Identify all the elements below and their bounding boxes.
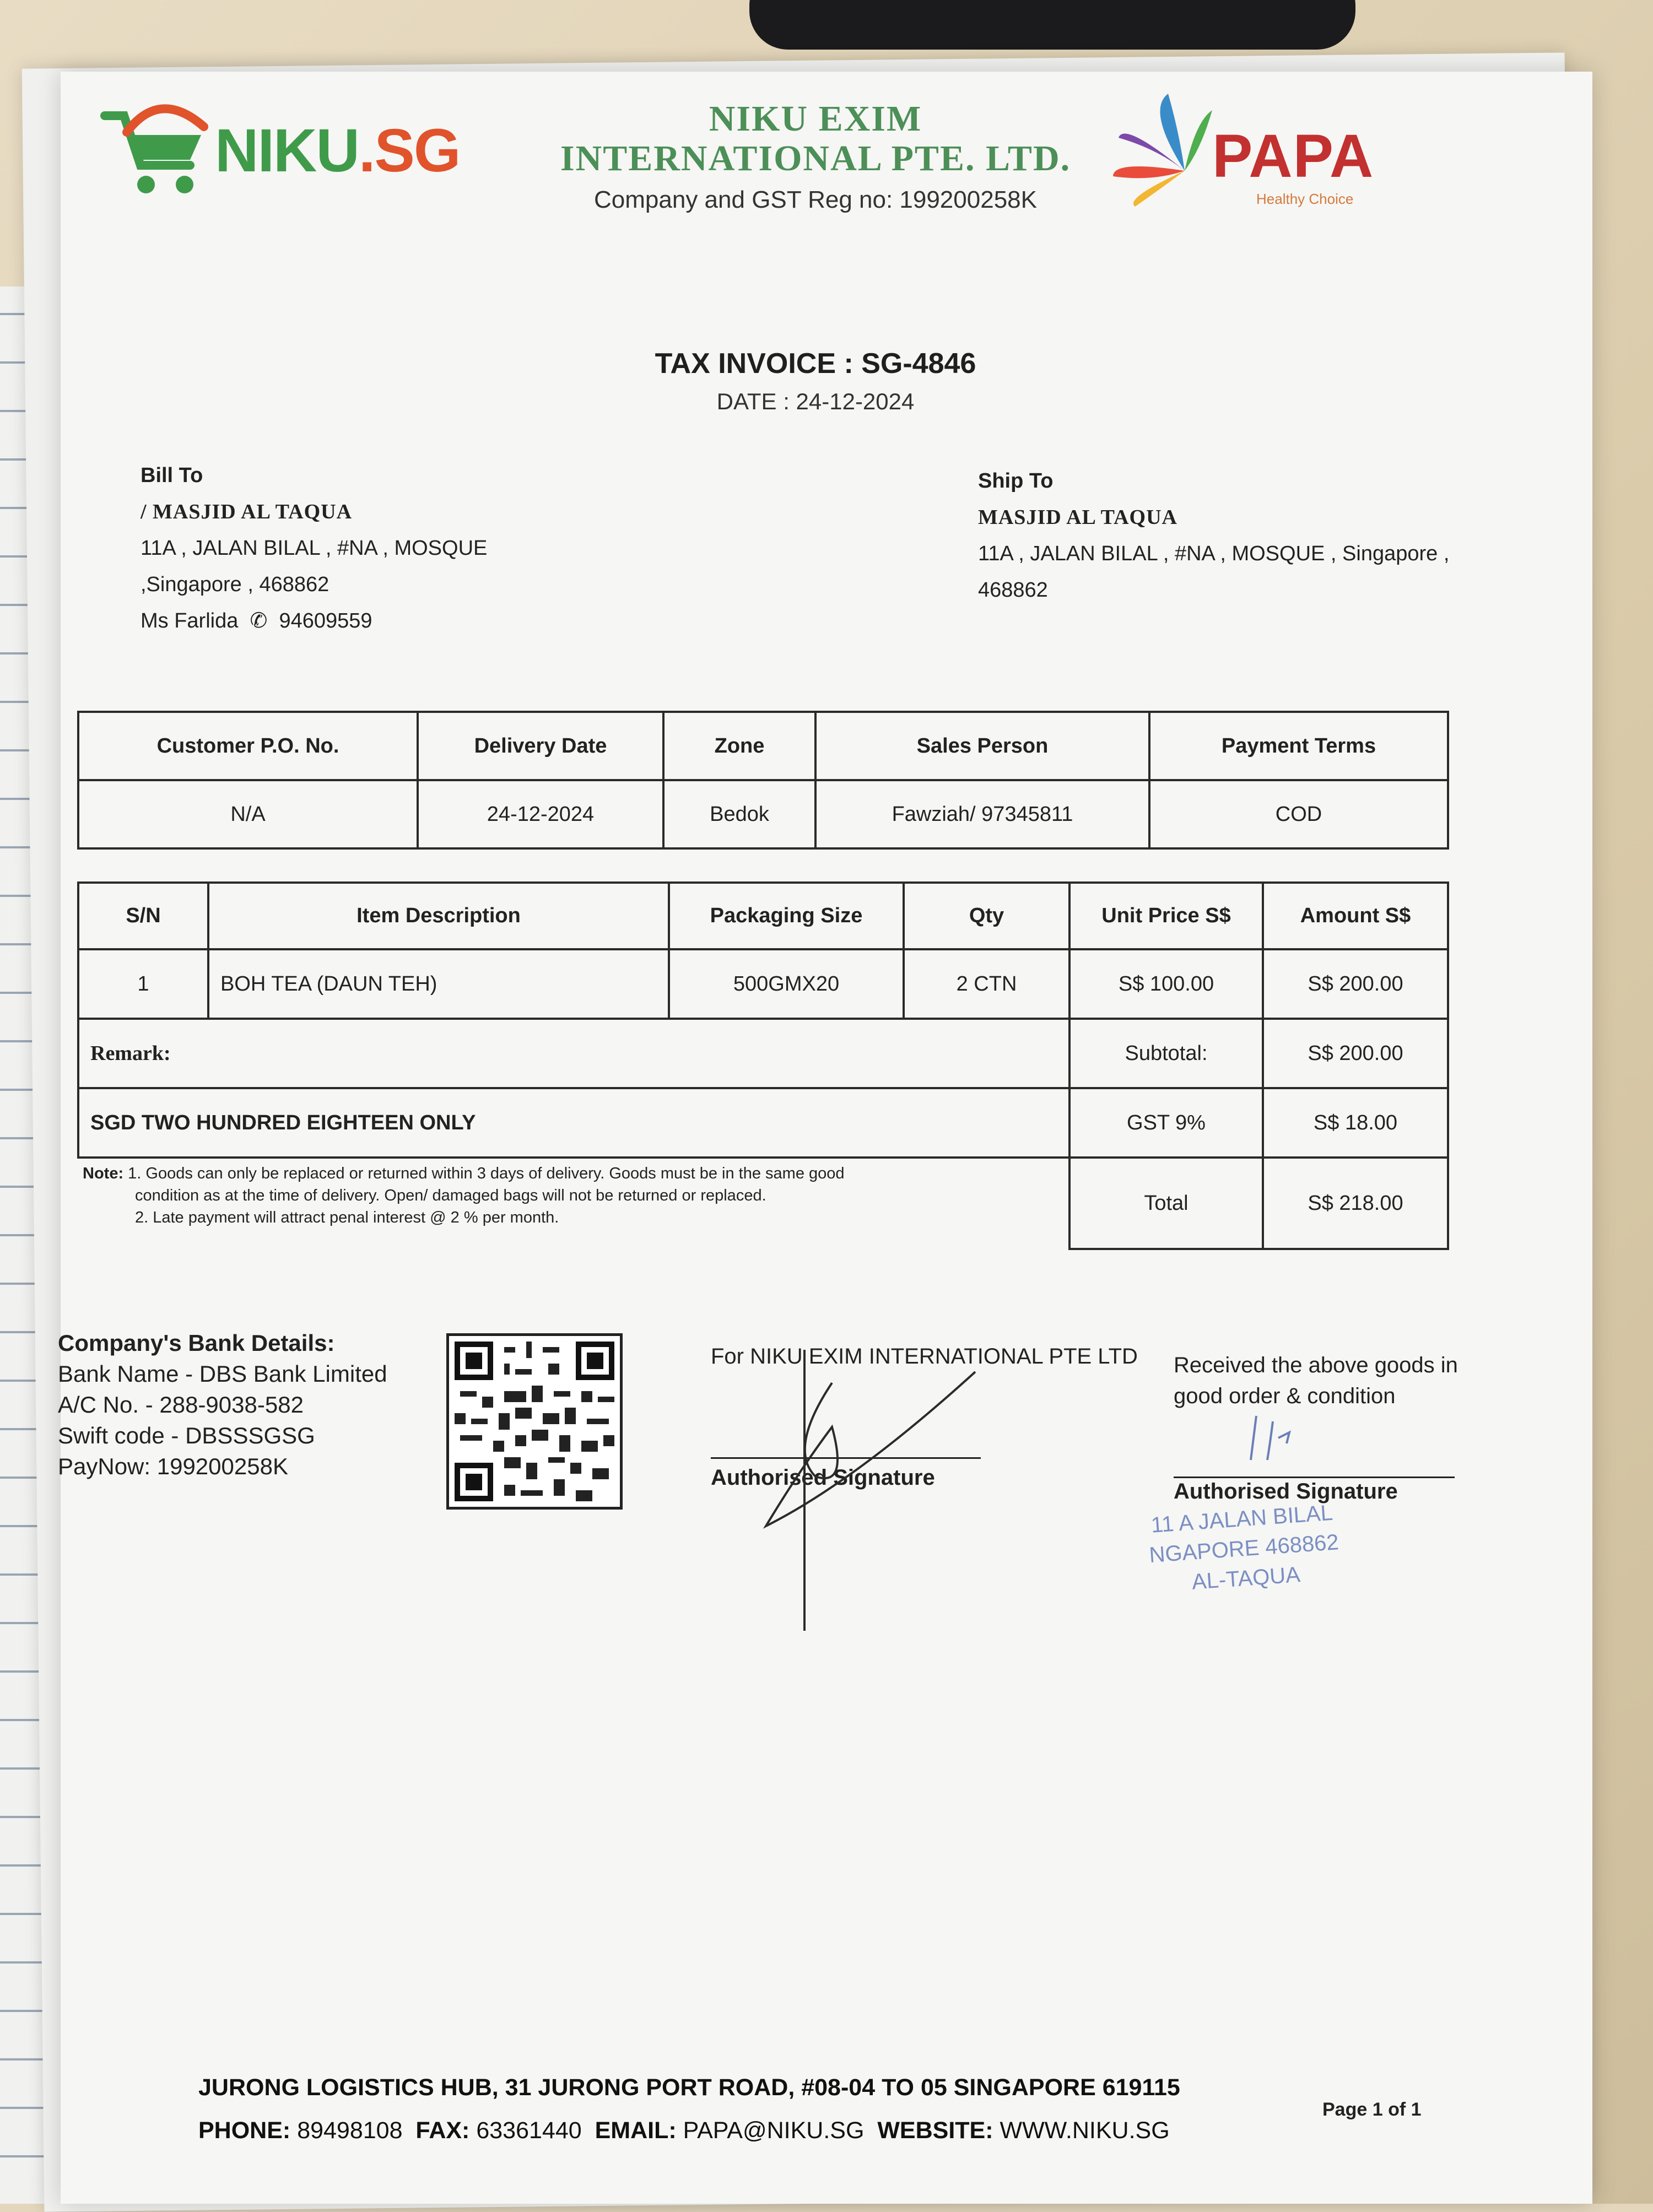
items-header-row bbox=[78, 883, 1448, 949]
company-signature-scribble bbox=[744, 1350, 1052, 1647]
footer-website: WWW.NIKU.SG bbox=[1000, 2117, 1170, 2144]
ship-to-block bbox=[978, 463, 1529, 608]
order-info-table bbox=[77, 711, 1449, 850]
total-label: Total bbox=[1069, 1158, 1263, 1249]
subtotal-value: S$ 200.00 bbox=[1263, 1019, 1448, 1088]
bill-to-block bbox=[141, 457, 636, 639]
papa-logo bbox=[1102, 88, 1444, 226]
bank-account: A/C No. - 288-9038-582 bbox=[58, 1392, 304, 1418]
company-name-line1: NIKU EXIM bbox=[709, 99, 922, 139]
footer-phone-label: PHONE: bbox=[198, 2117, 291, 2144]
qr-code-icon bbox=[449, 1336, 620, 1507]
logo-text-papa: PAPA bbox=[1212, 122, 1374, 190]
footer-phone: 89498108 bbox=[297, 2117, 403, 2144]
niku-logo bbox=[94, 94, 523, 215]
bank-heading: Company's Bank Details: bbox=[58, 1330, 335, 1356]
note-line-2: 2. Late payment will attract penal interest @ 2 % per month. bbox=[135, 1209, 559, 1226]
bank-paynow: PayNow: 199200258K bbox=[58, 1453, 288, 1479]
company-header bbox=[468, 99, 1163, 214]
bank-name: Bank Name - DBS Bank Limited bbox=[58, 1361, 387, 1387]
table-row bbox=[78, 949, 1448, 1019]
ship-to-name: MASJID AL TAQUA bbox=[978, 506, 1177, 529]
bill-to-phone: 94609559 bbox=[279, 609, 372, 632]
header-sales-person: Sales Person bbox=[815, 712, 1149, 780]
header-qty: Qty bbox=[904, 883, 1069, 949]
company-for-text: For NIKU EXIM INTERNATIONAL PTE LTD bbox=[711, 1344, 1138, 1369]
item-amount: S$ 200.00 bbox=[1263, 949, 1448, 1019]
order-info-header-row bbox=[78, 712, 1448, 780]
stamp-line3: AL-TAQUA bbox=[1191, 1562, 1301, 1594]
leaf-burst-icon bbox=[1102, 88, 1223, 209]
footer-address: JURONG LOGISTICS HUB, 31 JURONG PORT ROAD, #08-04 TO 05 SINGAPORE 619115 bbox=[198, 2074, 1180, 2101]
cart-icon bbox=[94, 94, 215, 204]
footer-website-label: WEBSITE: bbox=[877, 2117, 993, 2144]
header-zone: Zone bbox=[663, 712, 815, 780]
footer-fax: 63361440 bbox=[476, 2117, 582, 2144]
header-packaging-size: Packaging Size bbox=[669, 883, 904, 949]
invoice-date: DATE : 24-12-2024 bbox=[716, 388, 915, 414]
bank-details bbox=[58, 1328, 477, 1482]
receiver-signature-scribble bbox=[1240, 1410, 1350, 1471]
bill-to-address-line2: ,Singapore , 468862 bbox=[141, 573, 329, 596]
logo-text-niku: NIKU bbox=[215, 117, 359, 185]
header-customer-po: Customer P.O. No. bbox=[78, 712, 418, 780]
remark-label: Remark: bbox=[78, 1019, 1069, 1088]
bill-to-name: / MASJID AL TAQUA bbox=[141, 500, 353, 523]
value-sales-person: Fawziah/ 97345811 bbox=[815, 780, 1149, 848]
company-reg: Company and GST Reg no: 199200258K bbox=[594, 186, 1037, 213]
footer bbox=[198, 2066, 1355, 2152]
invoice-title: TAX INVOICE : SG-4846 bbox=[655, 348, 976, 380]
notes-block bbox=[83, 1162, 1052, 1229]
ship-to-address-line1: 11A , JALAN BILAL , #NA , MOSQUE , Singapore , bbox=[978, 542, 1450, 565]
header-item-description: Item Description bbox=[208, 883, 669, 949]
subtotal-label: Subtotal: bbox=[1069, 1019, 1263, 1088]
phone-device bbox=[749, 0, 1355, 50]
receiver-text-line2: good order & condition bbox=[1174, 1384, 1396, 1408]
bank-swift: Swift code - DBSSSGSG bbox=[58, 1423, 315, 1448]
item-packaging: 500GMX20 bbox=[669, 949, 904, 1019]
logo-tagline: Healthy Choice bbox=[1256, 191, 1354, 207]
header-sn: S/N bbox=[78, 883, 208, 949]
gst-row bbox=[78, 1088, 1448, 1158]
footer-email: PAPA@NIKU.SG bbox=[683, 2117, 865, 2144]
gst-label: GST 9% bbox=[1069, 1088, 1263, 1158]
amount-in-words: SGD TWO HUNDRED EIGHTEEN ONLY bbox=[78, 1088, 1069, 1158]
bill-to-contact-name: Ms Farlida bbox=[141, 609, 239, 632]
order-info-value-row bbox=[78, 780, 1448, 848]
total-value: S$ 218.00 bbox=[1263, 1158, 1448, 1249]
company-name-line2: INTERNATIONAL PTE. LTD. bbox=[560, 138, 1071, 179]
value-payment-terms: COD bbox=[1149, 780, 1448, 848]
logo-text-sg: .SG bbox=[358, 117, 460, 185]
footer-contacts bbox=[198, 2109, 1355, 2152]
ship-to-label: Ship To bbox=[978, 469, 1054, 493]
footer-fax-label: FAX: bbox=[415, 2117, 470, 2144]
bill-to-address-line1: 11A , JALAN BILAL , #NA , MOSQUE bbox=[141, 537, 488, 560]
notes-label: Note: bbox=[83, 1165, 124, 1182]
subtotal-row bbox=[78, 1019, 1448, 1088]
receiver-text-line1: Received the above goods in bbox=[1174, 1353, 1458, 1377]
item-sn: 1 bbox=[78, 949, 208, 1019]
value-delivery-date: 24-12-2024 bbox=[418, 780, 663, 848]
item-qty: 2 CTN bbox=[904, 949, 1069, 1019]
item-unit-price: S$ 100.00 bbox=[1069, 949, 1263, 1019]
stamp-line1: 11 A JALAN BILAL bbox=[1150, 1500, 1334, 1538]
ship-to-address-line2: 468862 bbox=[978, 578, 1048, 602]
header-payment-terms: Payment Terms bbox=[1149, 712, 1448, 780]
company-sig-label: Authorised Signature bbox=[711, 1465, 935, 1490]
paynow-qr-code bbox=[446, 1333, 623, 1510]
note-line-1: 1. Goods can only be replaced or returned within 3 days of delivery. Goods must be in the same good bbox=[128, 1165, 845, 1182]
footer-email-label: EMAIL: bbox=[595, 2117, 677, 2144]
note-line-1b: condition as at the time of delivery. Open/ damaged bags will not be returned or replaced. bbox=[135, 1187, 766, 1204]
phone-icon: ✆ bbox=[244, 609, 273, 632]
stamp-line2: NGAPORE 468862 bbox=[1148, 1530, 1340, 1568]
gst-value: S$ 18.00 bbox=[1263, 1088, 1448, 1158]
header-unit-price: Unit Price S$ bbox=[1069, 883, 1263, 949]
receiver-signature-line bbox=[1174, 1477, 1455, 1478]
receiver-block bbox=[1174, 1350, 1532, 1411]
bill-to-label: Bill To bbox=[141, 464, 203, 487]
page-number: Page 1 of 1 bbox=[1322, 2099, 1422, 2120]
header-amount: Amount S$ bbox=[1263, 883, 1448, 949]
value-zone: Bedok bbox=[663, 780, 815, 848]
header-delivery-date: Delivery Date bbox=[418, 712, 663, 780]
masjid-stamp bbox=[1125, 1496, 1365, 1639]
value-customer-po: N/A bbox=[78, 780, 418, 848]
receiver-sig-label: Authorised Signature bbox=[1174, 1479, 1398, 1503]
bill-to-contact bbox=[141, 603, 636, 639]
item-description: BOH TEA (DAUN TEH) bbox=[208, 949, 669, 1019]
